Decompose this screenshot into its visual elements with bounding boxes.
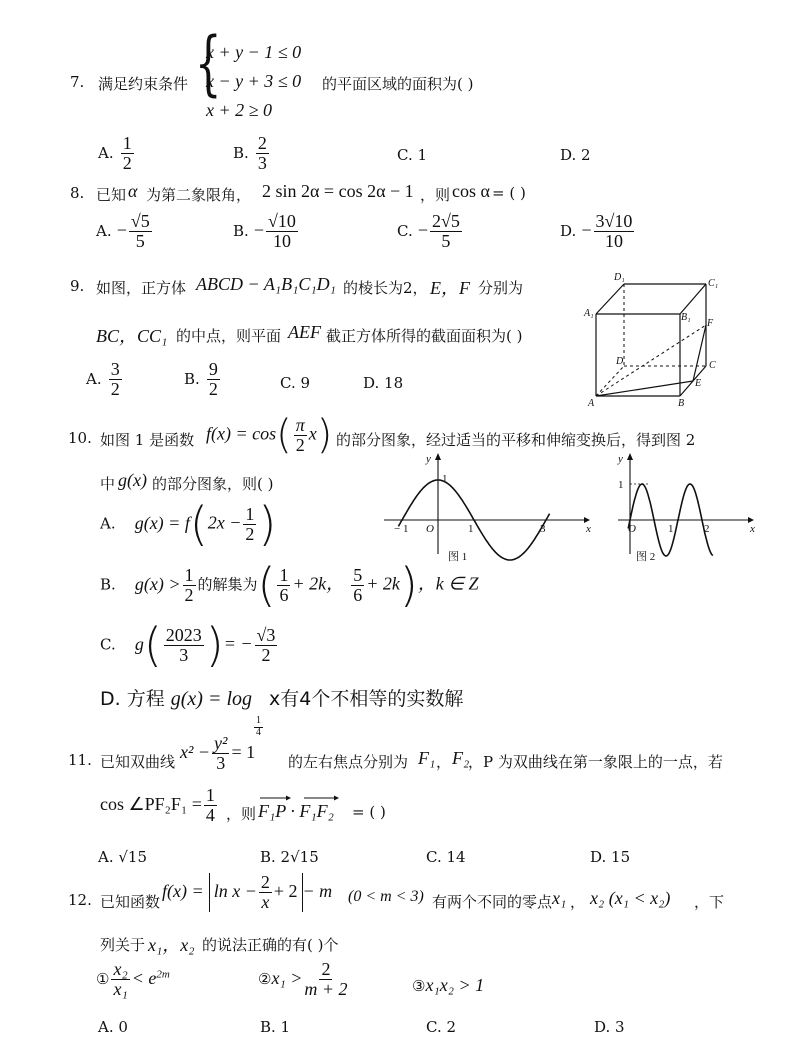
vector-dot-product: F₁P · F₁F₂ — [258, 801, 334, 821]
origin-label: O — [426, 523, 434, 535]
question-text: 如图，正方体 — [96, 279, 187, 297]
question-text: ，则 — [420, 186, 451, 204]
option-a: A. √15 — [98, 848, 148, 866]
expression: < e — [131, 967, 157, 988]
question-text: 满足约束条件 — [98, 75, 189, 93]
plane-aef: AEF — [288, 322, 321, 342]
cos-condition — [100, 786, 219, 825]
expression: 2x − — [207, 512, 242, 533]
fraction: $\frac{2}{m + 2}$ — [304, 959, 348, 999]
option-a — [86, 360, 124, 399]
fraction: $\frac{2}{3}$ — [257, 133, 267, 173]
question-number: 8. — [70, 184, 85, 202]
label-a: A — [588, 398, 595, 409]
minus-sign: − — [253, 219, 265, 240]
option-label: C. — [397, 221, 413, 240]
tick-x3: 3 — [540, 523, 546, 535]
fraction: $\frac{\text{x₂}}{\text{x₁}}$ — [113, 959, 128, 999]
expression: x₁ > — [271, 967, 303, 988]
fraction: $\frac{√10}{10}$ — [268, 211, 296, 251]
fraction: $\frac{1}{6}$ — [279, 564, 289, 605]
parameter-range: (0 < m < 3) — [348, 888, 424, 905]
variable: x — [308, 423, 317, 444]
statement-2 — [258, 960, 350, 999]
option-c: C. 14 — [426, 848, 466, 866]
fraction: $\frac{\pi}{2}$ — [295, 414, 305, 455]
option-a: A. 0 — [98, 1018, 128, 1036]
expression: + 2k — [366, 573, 400, 594]
option-label: D. 方程 — [100, 688, 165, 710]
question-text: 有两个不同的零点 — [432, 893, 553, 911]
option-a: A. g(x) = f(2x − $\frac{1}{2}$ ) — [100, 497, 277, 551]
left-brace: { — [194, 22, 222, 104]
option-c: C. 9 — [280, 374, 311, 392]
fraction: $\frac{3}{2}$ — [110, 359, 120, 399]
question-text: ，则 — [226, 805, 257, 823]
origin-label: O — [628, 523, 636, 535]
x-label: x — [750, 523, 755, 535]
function-f: f(x) = cos( $\frac{\pi}{2}$ x) — [206, 412, 333, 458]
option-label: A. — [96, 221, 112, 240]
question-text: 的棱长为2， — [343, 279, 428, 297]
tick-x2: 2 — [704, 523, 710, 535]
function-definition — [162, 873, 332, 912]
tick-x1: 1 — [668, 523, 674, 535]
question-text: = ( ) — [352, 803, 386, 821]
option-d — [100, 684, 463, 738]
option-a — [96, 212, 154, 251]
question-text: ，下 — [694, 893, 725, 911]
option-label: B. — [233, 221, 249, 240]
option-d: D. 15 — [590, 848, 631, 866]
expression: g(x) = log — [170, 688, 253, 710]
question-text: 的左右焦点分别为 — [288, 753, 409, 771]
minus-sign: − — [116, 219, 127, 240]
label-b: B — [678, 398, 685, 409]
alpha-symbol: α — [128, 181, 138, 201]
figure-2-graph — [604, 450, 760, 562]
expression: f(x) = — [162, 880, 204, 901]
fraction: $\frac{5}{6}$ — [353, 564, 363, 605]
expression: g(x) > — [134, 573, 181, 594]
option-label: A. — [100, 514, 116, 533]
function-g: g(x) — [118, 470, 147, 490]
hyperbola-equation — [180, 734, 255, 773]
option-label: A. — [98, 143, 114, 162]
y-axis-arrow — [627, 453, 633, 460]
question-text: 已知 — [96, 186, 127, 204]
option-c — [397, 212, 464, 251]
question-text: = ( ) — [492, 184, 526, 202]
expression: ，k ∈ Z — [417, 573, 479, 594]
question-text: 的说法正确的有( )个 — [202, 936, 339, 954]
constraint-1: x + y − 1 ≤ 0 — [206, 42, 302, 62]
question-text: 的部分图象，则( ) — [152, 475, 274, 493]
y-label: y — [426, 453, 431, 465]
fraction: $\frac{3√10}{10}$ — [595, 211, 633, 251]
expression: x² − — [180, 741, 211, 762]
minus-sign: − — [581, 219, 592, 240]
cos-alpha: cos α — [452, 181, 490, 201]
question-text: 的部分图象，经过适当的平移和伸缩变换后，得到图 2 — [336, 431, 696, 449]
option-b: B. 2√15 — [260, 848, 319, 866]
statement-3 — [412, 975, 484, 996]
option-d: D. 18 — [363, 374, 404, 392]
fraction: $\frac{√3}{2}$ — [256, 624, 276, 665]
y-label: y — [618, 453, 623, 465]
focus-f1: F₁ — [418, 748, 436, 768]
figure-1-cosine-graph — [382, 450, 592, 562]
figure-caption: 图 2 — [636, 551, 656, 562]
tick-1: 1 — [618, 479, 624, 491]
fraction: $\frac{2023}{3}$ — [165, 624, 202, 665]
constraint-3: x + 2 ≥ 0 — [206, 100, 273, 120]
question-text: 如图 1 是函数 — [100, 431, 195, 449]
option-d — [560, 212, 636, 251]
tick-x1: 1 — [468, 523, 474, 535]
statement-1 — [96, 960, 170, 999]
label-d1: D₁ — [614, 272, 625, 283]
option-label: B. — [184, 369, 200, 388]
option-d: D. 2 — [560, 146, 591, 164]
fraction: $\frac{√5}{5}$ — [130, 211, 150, 251]
function-expression: f(x) = cos — [206, 423, 277, 444]
tick-neg1: − 1 — [394, 523, 409, 535]
option-b — [184, 360, 222, 399]
fraction: $\frac{1}{2}$ — [122, 133, 132, 173]
question-text: ， — [436, 753, 452, 771]
label-d: D — [616, 356, 624, 367]
constraint-2: x − y + 3 ≤ 0 — [206, 71, 302, 91]
option-a — [98, 134, 136, 173]
statement-marker: ③ — [412, 977, 426, 995]
expression: − m — [302, 880, 333, 901]
zero-x2: x₂ (x₁ < x₂) — [590, 888, 671, 908]
question-text: 的平面区域的面积为( ) — [322, 75, 474, 93]
figure-caption: 图 1 — [448, 551, 468, 562]
fraction: $\frac{1}{2}$ — [245, 503, 255, 544]
variables: x₁，x₂ — [148, 935, 195, 955]
expression: g — [134, 633, 144, 654]
minus-sign: − — [417, 219, 428, 240]
option-label: A. — [86, 369, 102, 388]
option-label: D. — [560, 221, 577, 240]
question-number: 10. — [68, 429, 92, 447]
option-d: D. 3 — [594, 1018, 625, 1036]
question-text: 的中点，则平面 — [176, 327, 282, 345]
question-text: 列关于 — [100, 936, 146, 954]
option-c: C. 1 — [397, 146, 428, 164]
question-text: ，P 为双曲线在第一象限上的一点，若 — [468, 753, 723, 771]
cube-figure — [580, 268, 730, 410]
question-number: 9. — [70, 277, 85, 295]
vector-arrows — [258, 794, 348, 802]
label-f: F — [707, 318, 714, 329]
question-number: 7. — [70, 73, 85, 91]
question-number: 11. — [68, 751, 92, 769]
fraction: $\frac{1}{2}$ — [184, 564, 194, 605]
label-e: E — [695, 378, 702, 389]
y-axis-arrow — [435, 453, 441, 460]
option-b — [233, 212, 300, 251]
option-c: C. 2 — [426, 1018, 457, 1036]
option-text: x有4个不相等的实数解 — [269, 688, 464, 710]
tick-1: 1 — [442, 473, 448, 485]
fraction: $\frac{1}{4}$ — [205, 785, 215, 825]
question-text: 分别为 — [478, 279, 524, 297]
option-label: B. — [233, 143, 249, 162]
exponent: 2m — [156, 968, 170, 981]
points-ef: E，F — [430, 278, 470, 298]
expression: = 1 — [231, 741, 256, 762]
segments: BC，CC₁ — [96, 326, 168, 346]
question-text: 截正方体所得的截面面积为( ) — [326, 327, 523, 345]
zero-x1: x₁ — [552, 888, 567, 908]
statement-marker: ① — [96, 969, 110, 988]
fraction: $\frac{9}{2}$ — [208, 359, 218, 399]
equation: 2 sin 2α = cos 2α − 1 — [262, 181, 414, 201]
option-b: B. 1 — [260, 1018, 291, 1036]
option-c: C. g( $\frac{2023}{3}$ )= − $\frac{√3}{2}$ — [100, 618, 276, 672]
log-base: $\frac{1}{4}$ — [256, 715, 262, 738]
fraction: $\frac{2}{x}$ — [260, 872, 270, 912]
question-text: 已知双曲线 — [100, 753, 176, 771]
expression: + 2k， — [292, 573, 345, 594]
question-text: 中 — [100, 475, 116, 493]
statement-marker: ② — [258, 969, 272, 988]
question-number: 12. — [68, 891, 92, 909]
absolute-value: ln x − $\frac{2}{x}$ + 2 — [209, 873, 303, 912]
expression: cos ∠PF₂F₁ = — [100, 793, 202, 814]
x-label: x — [586, 523, 591, 535]
cube-name: ABCD − A₁B₁C₁D₁ — [196, 274, 336, 294]
question-text: 已知函数 — [100, 893, 161, 911]
question-text: 为第二象限角， — [146, 186, 252, 204]
label-c: C — [709, 360, 716, 371]
label-a1: A₁ — [584, 308, 594, 319]
expression: g(x) = f — [134, 512, 190, 533]
fraction: $\frac{\text{y²}}{3}$ — [214, 733, 228, 773]
option-b: B. g(x) > $\frac{1}{2}$ 的解集为( $\frac{1}{6}$ + 2k， $\frac{5}{6}$ + 2k)，k ∈ Z — [100, 558, 479, 612]
option-label: C. — [100, 635, 116, 654]
fraction: $\frac{2√5}{5}$ — [431, 211, 460, 251]
expression: x₁x₂ > 1 — [425, 975, 485, 995]
label-c1: C₁ — [708, 278, 719, 289]
option-text: 的解集为 — [197, 575, 258, 594]
option-b — [233, 134, 271, 173]
expression: = − — [223, 633, 253, 654]
label-b1: B₁ — [681, 312, 691, 323]
question-text: ， — [570, 893, 586, 911]
option-label: B. — [100, 575, 116, 594]
focus-f2: F₂ — [452, 748, 470, 768]
